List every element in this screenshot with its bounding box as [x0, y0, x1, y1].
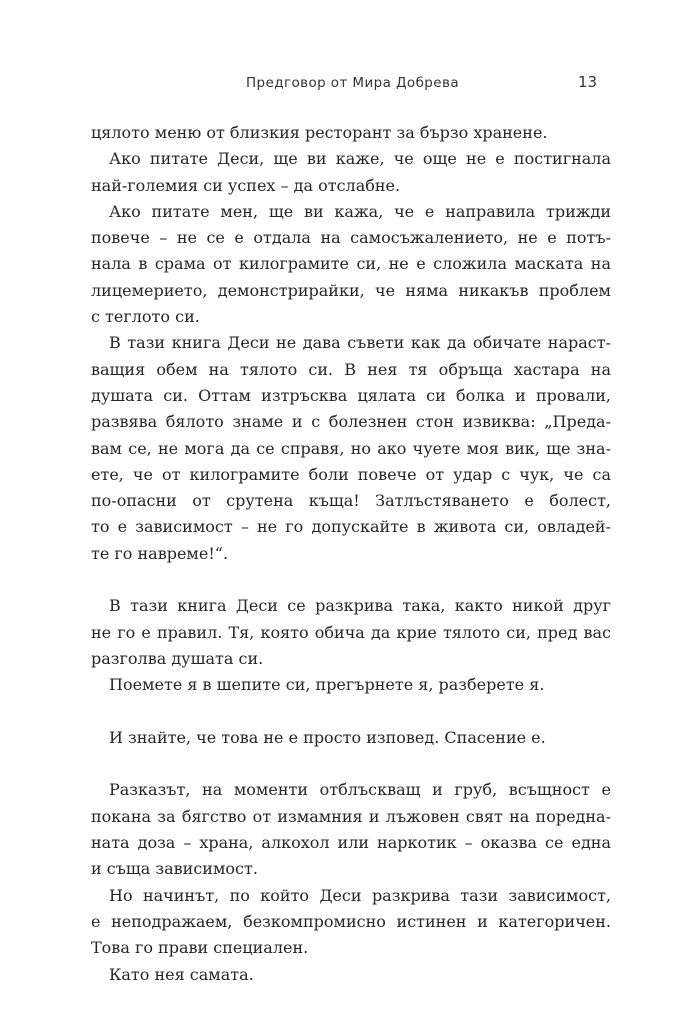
text-line: най-големия си успех – да отслабне.: [91, 175, 401, 195]
text-line: то е зависимост – не го допускайте в живота си, овладей-: [91, 517, 611, 537]
paragraph: [91, 672, 611, 698]
text-line: е неподражаем, безкомпромисно истинен и категоричен.: [91, 911, 611, 931]
text-line: вам се, не мога да се справя, но ако чуете моя вик, ще зна-: [91, 438, 611, 458]
text-line: В тази книга Деси не дава съвети как да обичате нараст-: [109, 333, 611, 353]
text-line: лицемерието, демонстрирайки, че няма никакъв проблем: [91, 280, 611, 300]
text-line: с теглото си.: [91, 307, 200, 327]
text-line: Но начинът, по който Деси разкрива тази зависимост,: [109, 885, 611, 905]
paragraph: [91, 725, 611, 751]
text-line: душата си. Оттам изтръсква цялата си болка и провали,: [91, 385, 611, 405]
running-title: Предговор от Мира Добрева: [246, 75, 459, 91]
text-line: ващия обем на тялото си. В нея тя обръща хастара на: [91, 359, 611, 379]
text-line: И знайте, че това не е просто изповед. Спасение е.: [109, 727, 546, 747]
text-line: Ако питате Деси, ще ви каже, че още не е постигнала: [109, 149, 611, 169]
page-number: 13: [578, 73, 598, 91]
paragraph: [91, 593, 611, 672]
text-line: не го е правил. Тя, която обича да крие тялото си, пред вас: [91, 622, 611, 642]
text-line: по-опасни от срутена къща! Затлъстяването е болест,: [91, 491, 611, 511]
text-line: Разказът, на моменти отблъскващ и груб, всъщност е: [109, 780, 611, 800]
paragraph: [91, 330, 611, 567]
text-line: Като нея самата.: [109, 964, 254, 984]
text-line: Това го прави специален.: [91, 938, 309, 958]
section-break: [91, 751, 611, 777]
text-line: Ако питате мен, ще ви кажа, че е направила трижди: [109, 201, 611, 221]
paragraph: [91, 883, 611, 962]
text-line: Поемете я в шепите си, прегърнете я, разберете я.: [109, 675, 545, 695]
text-line: ете, че от килограмите боли повече от удар с чук, че са: [91, 464, 611, 484]
text-line: разголва душата си.: [91, 648, 264, 668]
body-text: [91, 120, 611, 988]
text-line: ната доза – храна, алкохол или наркотик – оказва се една: [91, 833, 611, 853]
section-break: [91, 699, 611, 725]
text-line: те го навреме!“.: [91, 543, 229, 563]
paragraph: [91, 777, 611, 882]
text-line: покана за бягство от измамния и лъжовен свят на поредна-: [91, 806, 611, 826]
paragraph: [91, 120, 611, 146]
text-line: цялото меню от близкия ресторант за бързо хранене.: [91, 123, 548, 142]
paragraph: [91, 146, 611, 199]
text-line: развява бялото знаме и с болезнен стон извиква: „Преда-: [91, 412, 611, 432]
text-line: и съща зависимост.: [91, 859, 258, 879]
text-line: повече – не се е отдала на самосъжалението, не е потъ-: [91, 228, 611, 248]
text-line: В тази книга Деси се разкрива така, както никой друг: [109, 596, 611, 616]
paragraph: [91, 199, 611, 330]
paragraph: [91, 962, 611, 988]
text-line: нала в срама от килограмите си, не е сложила маската на: [91, 254, 611, 274]
section-break: [91, 567, 611, 593]
